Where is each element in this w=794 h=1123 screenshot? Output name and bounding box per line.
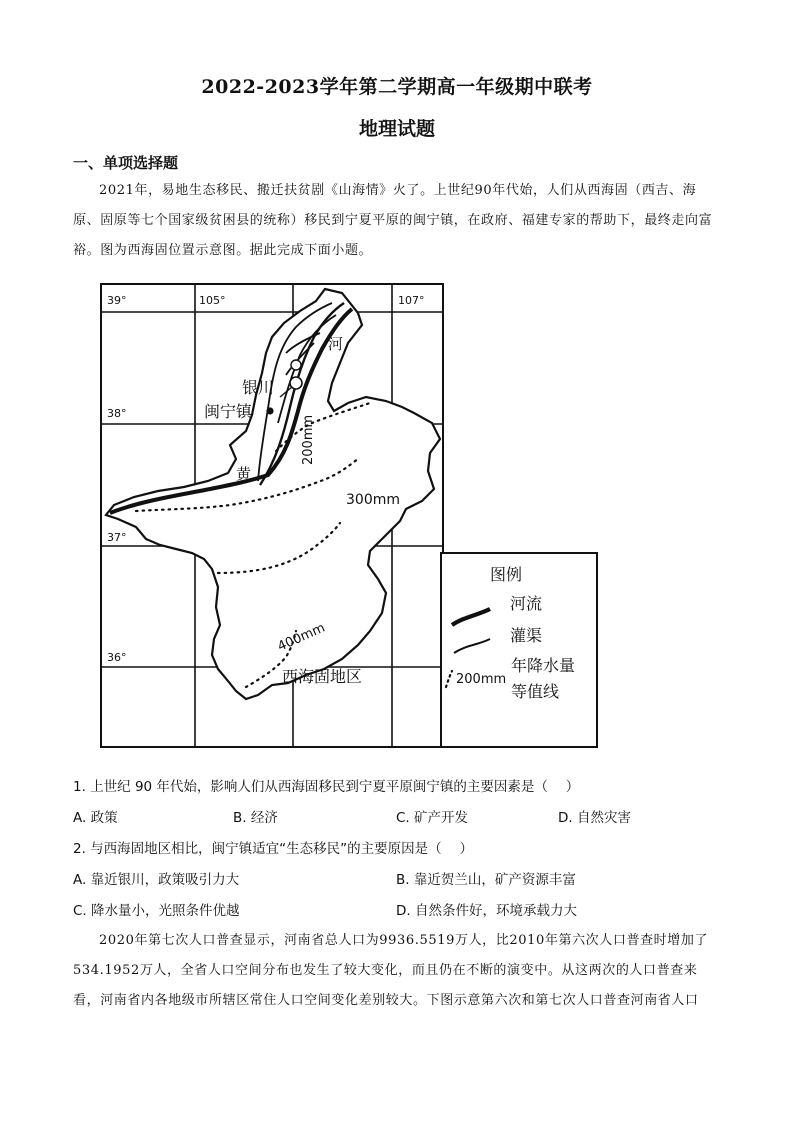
q1-option-c[interactable]: C. 矿产开发 bbox=[396, 810, 469, 826]
legend-title: 图例 bbox=[490, 565, 523, 584]
question-2-stem: 2. 与西海固地区相比，闽宁镇适宜“生态移民”的主要原因是（ ） bbox=[73, 841, 473, 857]
label-isohyet-400: 400mm bbox=[275, 620, 328, 655]
legend-canal: 灌渠 bbox=[510, 626, 543, 645]
q1-option-a[interactable]: A. 政策 bbox=[73, 810, 118, 826]
legend-precip-line1: 年降水量 bbox=[511, 656, 576, 675]
lon-label-107: 107° bbox=[398, 294, 425, 307]
lat-label-36: 36° bbox=[107, 651, 127, 664]
legend-isohyet-sample: 200mm bbox=[456, 672, 507, 687]
lon-label-105: 105° bbox=[199, 294, 226, 307]
label-river-huang: 黄 bbox=[236, 465, 252, 483]
xihaigu-location-map bbox=[100, 283, 600, 749]
label-xihaigu: 西海固地区 bbox=[282, 667, 363, 686]
next-passage: 2020年第七次人口普查显示，河南省总人口为9936.5519万人，比2010年第六次人口普查时增加了534.1952万人，全省人口空间分布也发生了较大变化，而且仍在不断的演变中。从这两次的人口普查来看，河南省内各地级市所辖区常住人口空间变化差别较大。下图示意第六次和第七次人口普查河南省人口 bbox=[73, 933, 709, 1008]
label-yinchuan: 银川 bbox=[242, 378, 275, 397]
label-river-he: 河 bbox=[328, 335, 344, 353]
exam-title: 2022-2023学年第二学期高一年级期中联考 bbox=[201, 76, 593, 98]
lat-label-37: 37° bbox=[107, 531, 127, 544]
legend-precip-line2: 等值线 bbox=[511, 682, 560, 701]
label-isohyet-200: 200mm bbox=[301, 414, 316, 465]
intro-passage: 2021年，易地生态移民、搬迁扶贫剧《山海情》火了。上世纪90年代始，人们从西海固（西吉、海原、固原等七个国家级贫困县的统称）移民到宁夏平原的闽宁镇，在政府、福建专家的帮助下，最终走向富裕。图为西海固位置示意图。据此完成下面小题。 bbox=[73, 183, 713, 258]
q1-option-b[interactable]: B. 经济 bbox=[233, 810, 278, 826]
exam-subject: 地理试题 bbox=[358, 118, 435, 140]
minning-town-marker bbox=[266, 407, 273, 414]
q1-option-d[interactable]: D. 自然灾害 bbox=[558, 810, 631, 826]
q2-option-d[interactable]: D. 自然条件好，环境承载力大 bbox=[396, 903, 577, 919]
lat-label-39: 39° bbox=[107, 294, 127, 307]
question-1-stem: 1. 上世纪 90 年代始，影响人们从西海固移民到宁夏平原闽宁镇的主要因素是（ ） bbox=[73, 779, 580, 795]
lat-label-38: 38° bbox=[107, 407, 127, 420]
label-minning-town: 闽宁镇 bbox=[204, 402, 253, 421]
q2-option-a[interactable]: A. 靠近银川，政策吸引力大 bbox=[73, 872, 240, 888]
legend-river: 河流 bbox=[510, 594, 543, 613]
q2-option-c[interactable]: C. 降水量小，光照条件优越 bbox=[73, 903, 240, 919]
q2-option-b[interactable]: B. 靠近贺兰山，矿产资源丰富 bbox=[396, 872, 576, 888]
section-heading: 一、单项选择题 bbox=[73, 154, 179, 172]
label-isohyet-300: 300mm bbox=[346, 492, 400, 508]
